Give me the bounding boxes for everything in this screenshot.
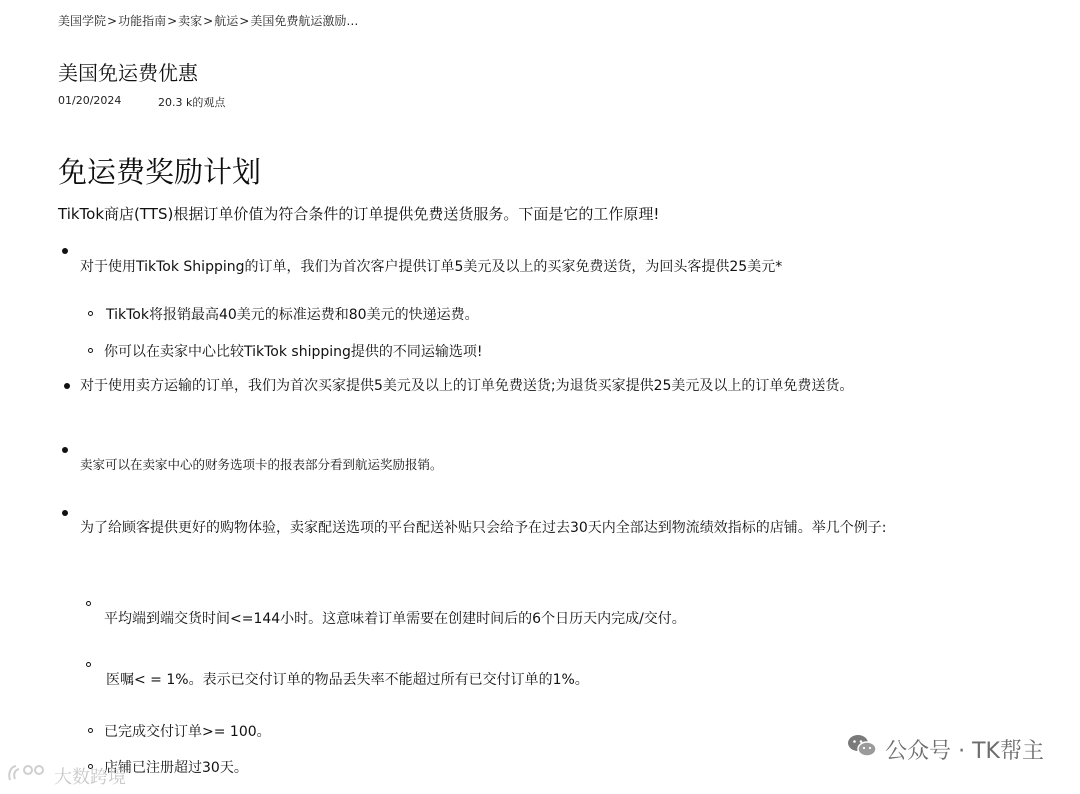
breadcrumb-item-academy[interactable]: 美国学院 [58, 14, 107, 28]
breadcrumb-separator: > [203, 14, 214, 28]
watermark-left-text: 大数跨境 [54, 766, 126, 788]
article-views: 20.3 k的观点 [158, 96, 226, 109]
breadcrumb-item-shipping[interactable]: 航运 [214, 14, 239, 28]
sub-bullet-circle [86, 662, 91, 667]
bullet-tiktok-shipping: 对于使用TikTok Shipping的订单，我们为首次客户提供订单5美元及以上的买家免费送货，为回头客提供25美元* [80, 259, 783, 275]
watermark-right-text: 公众号 · TK帮主 [885, 738, 1044, 764]
breadcrumb-separator: > [107, 14, 118, 28]
breadcrumb-item-guide[interactable]: 功能指南 [118, 14, 167, 28]
bullet-dot [62, 447, 68, 453]
section-heading: 免运费奖励计划 [58, 155, 262, 189]
sub-bullet-reimburse: TikTok将报销最高40美元的标准运费和80美元的快递运费。 [106, 307, 479, 323]
bullet-seller-shipping: 对于使用卖方运输的订单，我们为首次买家提供5美元及以上的订单免费送货;为退货买家提供25美元及以上的订单免费送货。 [80, 378, 854, 394]
page-title: 美国免运费优惠 [58, 61, 198, 85]
breadcrumb [58, 12, 358, 29]
bullet-finance-tab: 卖家可以在卖家中心的财务选项卡的报表部分看到航运奖励报销。 [80, 457, 443, 472]
sub-bullet-shop-age: 店铺已注册超过30天。 [104, 760, 248, 776]
sub-bullet-circle [88, 348, 93, 353]
breadcrumb-item-seller[interactable]: 卖家 [178, 14, 203, 28]
sub-bullet-circle [86, 601, 91, 606]
sub-bullet-loss-rate: 医嘱< = 1%。表示已交付订单的物品丢失率不能超过所有已交付订单的1%。 [106, 672, 589, 688]
article-date: 01/20/2024 [58, 94, 122, 107]
watermark-site [6, 762, 126, 789]
wechat-icon [847, 733, 877, 765]
sub-bullet-completed-orders: 已完成交付订单>= 100。 [104, 724, 271, 740]
breadcrumb-item-current[interactable]: 美国免费航运激励… [250, 14, 359, 28]
bullet-dot [64, 383, 70, 389]
sub-bullet-delivery-time: 平均端到端交货时间<=144小时。这意味着订单需要在创建时间后的6个日历天内完成/交付。 [104, 611, 686, 627]
bullet-dot [62, 248, 68, 254]
sub-bullet-compare: 你可以在卖家中心比较TikTok shipping提供的不同运输选项! [104, 344, 483, 360]
bullet-logistics-metrics: 为了给顾客提供更好的购物体验，卖家配送选项的平台配送补贴只会给予在过去30天内全部达到物流绩效指标的店铺。举几个例子: [80, 520, 887, 536]
breadcrumb-separator: > [239, 14, 250, 28]
breadcrumb-separator: > [167, 14, 178, 28]
sub-bullet-circle [88, 728, 93, 733]
logo-icon [6, 762, 50, 789]
bullet-dot [62, 510, 68, 516]
intro-paragraph: TikTok商店(TTS)根据订单价值为符合条件的订单提供免费送货服务。下面是它的工作原理! [58, 205, 660, 223]
watermark-wechat [847, 733, 1044, 765]
sub-bullet-circle [88, 311, 93, 316]
